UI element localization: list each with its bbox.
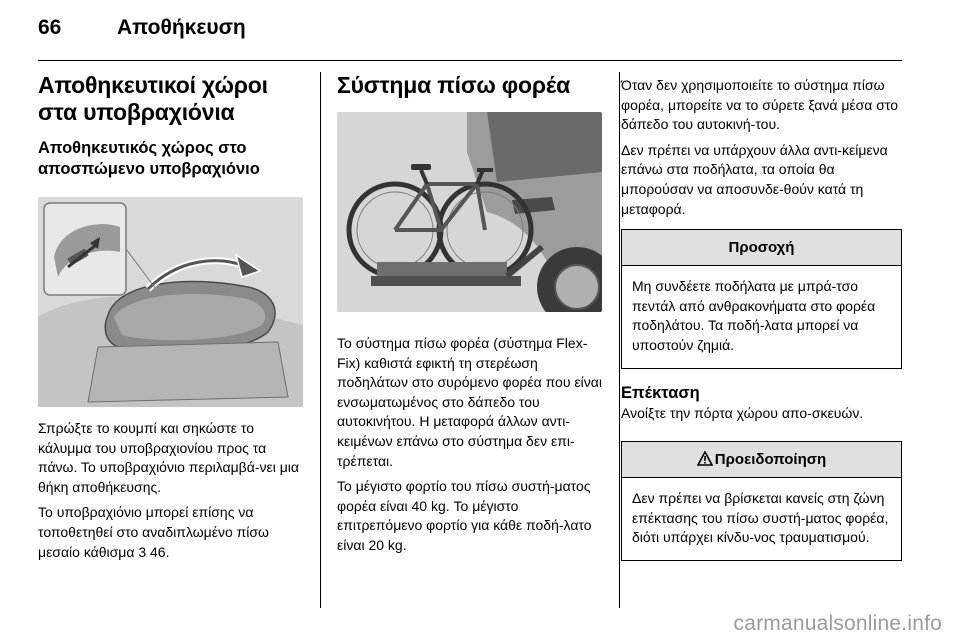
armrest-illustration	[38, 197, 303, 407]
header-rule	[38, 60, 902, 61]
warning-title: Προειδοποίηση	[714, 451, 827, 469]
warning-text: Δεν πρέπει να βρίσκεται κανείς στη ζώνη επέκτασης του πίσω συστή-ματος φορέα, διότι υπάρχει κίνδυ-νος τραυματισμού.	[632, 490, 889, 546]
paragraph-armrest-position	[38, 503, 303, 562]
page-number: 66	[38, 16, 62, 39]
watermark: carmanualsonline.info	[733, 612, 942, 635]
paragraph-armrest-position-text: Το υποβραχιόνιο μπορεί επίσης να τοποθετηθεί στο αναδιπλωμένο πίσω μεσαίο κάθισμα	[38, 504, 269, 560]
chapter-title: Αποθήκευση	[117, 16, 246, 39]
caution-title: Προσοχή	[622, 230, 901, 266]
paragraph-max-load: Το μέγιστο φορτίο του πίσω συστή-ματος φορέα είναι 40 kg. Το μέγιστο επιτρεπόμενο φορτίο για κάθε ποδή-λατο είναι 20 kg.	[337, 478, 592, 553]
column-divider-1	[320, 72, 321, 608]
warning-header	[622, 442, 901, 478]
paragraph-open-armrest: Σπρώξτε το κουμπί και σηκώστε το κάλυμμα του υποβραχιονίου προς τα πάνω. Το υποβραχιόνιο περιλαμβά-νει μια θήκη αποθήκευσης.	[38, 420, 299, 495]
column-divider-2	[619, 72, 620, 608]
column-rear-carrier	[337, 72, 602, 556]
paragraph-slide-back: Όταν δεν χρησιμοποιείτε το σύστημα πίσω φορέα, μπορείτε να το σύρετε ξανά μέσα στο δάπεδο του αυτοκινή-του.	[621, 77, 899, 133]
caution-box	[621, 229, 902, 368]
bicycle-carrier-illustration	[337, 112, 602, 312]
caution-text: Μη συνδέετε ποδήλατα με μπρά-τσο πεντάλ από ανθρακονήματα στο φορέα ποδηλάτου. Τα ποδή-λατα μπορεί να υποστούν ζημιά.	[632, 278, 876, 353]
page-reference-link[interactable]: 3 46.	[138, 543, 170, 560]
warning-box	[621, 441, 902, 561]
subheading-detachable-armrest: Αποθηκευτικός χώρος στο αποσπώμενο υποβραχιόνιο	[38, 139, 260, 178]
column-carrier-notes	[621, 76, 902, 561]
column-armrest-storage	[38, 72, 303, 562]
section-heading-rear-carrier: Σύστημα πίσω φορέα	[337, 72, 571, 98]
paragraph-no-objects-on-bikes: Δεν πρέπει να υπάρχουν άλλα αντι-κείμενα επάνω στα ποδήλατα, τα οποία θα μπορούσαν να αποσυνδε-θούν κατά τη μεταφορά.	[621, 141, 888, 217]
section-heading-armrest: Αποθηκευτικοί χώροι στα υποβραχιόνια	[38, 72, 268, 125]
paragraph-flex-fix-description: Το σύστημα πίσω φορέα (σύστημα Flex-Fix) καθιστά εφικτή τη στερέωση ποδηλάτων στο συρόμενο φορέα που είναι ενσωματωμένος στο δάπεδο του αυτοκινήτου. Η μεταφορά άλλων αντι-κειμένων επάνω στο σύστημα δεν επι-τρέπεται.	[337, 335, 602, 469]
warning-triangle-icon	[697, 451, 713, 466]
paragraph-open-tailgate: Ανοίξτε την πόρτα χώρου απο-σκευών.	[621, 404, 864, 421]
subheading-extension: Επέκταση	[621, 383, 700, 402]
